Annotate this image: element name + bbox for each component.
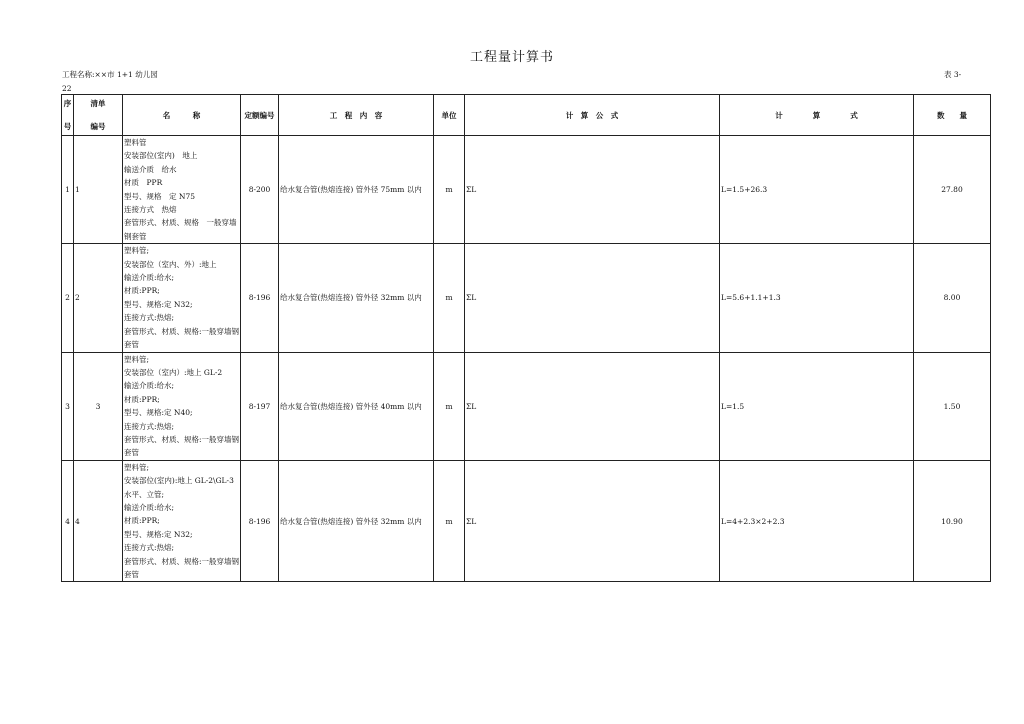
name-line: 连接方式:热熔; (124, 543, 175, 553)
cell-name (123, 244, 241, 352)
header-content: 工 程 内 容 (279, 95, 434, 136)
name-line: 材质:PPR; (124, 394, 160, 404)
cell-formula: ΣL (465, 460, 720, 582)
name-line: 输送介质 给水 (124, 164, 177, 174)
cell-quota: 8-196 (241, 460, 279, 582)
project-name: 工程名称:××市 1+1 幼儿园 (62, 70, 158, 79)
cell-unit: m (434, 136, 465, 244)
name-line: 塑料管 (124, 138, 147, 147)
cell-formula: ΣL (465, 136, 720, 244)
cell-seq: 2 (62, 244, 74, 352)
cell-list-no: 1 (74, 136, 123, 244)
cell-content: 给水复合管(热熔连接) 管外径 32mm 以内 (279, 460, 434, 582)
cell-list-no: 4 (74, 460, 123, 582)
cell-formula: ΣL (465, 352, 720, 460)
header-seq-top: 序 (63, 99, 72, 108)
cell-seq: 4 (62, 460, 74, 582)
cell-name (123, 136, 241, 244)
name-line: 套管 (124, 448, 139, 458)
document-title: 工程量计算书 (469, 50, 554, 65)
name-line: 套管形式、材质、规格:一般穿墙钢 (124, 556, 240, 566)
name-line: 套管形式、材质、规格 一般穿墙 (124, 218, 237, 228)
name-line: 套管形式、材质、规格:一般穿墙钢 (124, 434, 240, 444)
name-line: 连接方式:热熔; (124, 313, 175, 323)
name-line: 塑料管; (124, 462, 150, 472)
header-qty: 数 量 (914, 95, 991, 136)
name-line: 材质:PPR; (124, 286, 160, 296)
name-line: 型号、规格 定 N75 (124, 191, 195, 201)
header-list-top: 清单 (90, 99, 106, 108)
header-list-bottom: 编号 (90, 122, 106, 131)
name-line: 连接方式 热熔 (124, 205, 177, 215)
cell-unit: m (434, 460, 465, 582)
cell-quota: 8-196 (241, 244, 279, 352)
table-row (62, 352, 991, 460)
cell-list-no: 3 (74, 352, 123, 460)
name-line: 塑料管; (124, 354, 150, 364)
header-seq-bottom: 号 (63, 122, 72, 131)
cell-qty: 1.50 (914, 352, 991, 460)
table-header-row (62, 95, 991, 136)
cell-quota: 8-200 (241, 136, 279, 244)
cell-seq: 1 (62, 136, 74, 244)
name-line: 材质:PPR; (124, 516, 160, 526)
name-line: 输送介质:给水; (124, 381, 175, 391)
name-line: 输送介质:给水; (124, 502, 175, 512)
table-row (62, 136, 991, 244)
name-line: 套管 (124, 340, 139, 350)
table-number-suffix: 22 (62, 84, 72, 93)
cell-calc: L=1.5 (720, 352, 914, 460)
name-line: 钢套管 (124, 231, 147, 241)
name-line: 型号、规格:定 N40; (124, 408, 193, 418)
table-number: 表 3- (944, 70, 962, 79)
header-unit: 单位 (434, 95, 465, 136)
header-formula: 计 算 公 式 (465, 95, 720, 136)
cell-seq: 3 (62, 352, 74, 460)
cell-calc: L=1.5+26.3 (720, 136, 914, 244)
cell-qty: 8.00 (914, 244, 991, 352)
cell-unit: m (434, 244, 465, 352)
cell-calc: L=4+2.3×2+2.3 (720, 460, 914, 582)
header-seq (62, 95, 74, 136)
table-row (62, 244, 991, 352)
cell-name (123, 352, 241, 460)
name-line: 安装部位(室内):地上 GL-2\GL-3 (124, 476, 234, 486)
name-line: 套管形式、材质、规格:一般穿墙钢 (124, 326, 240, 336)
name-line: 水平、立管; (124, 489, 165, 499)
cell-content: 给水复合管(热熔连接) 管外径 75mm 以内 (279, 136, 434, 244)
quantity-table (61, 94, 991, 582)
cell-content: 给水复合管(热熔连接) 管外径 32mm 以内 (279, 244, 434, 352)
table-row (62, 460, 991, 582)
cell-unit: m (434, 352, 465, 460)
cell-content: 给水复合管(热熔连接) 管外径 40mm 以内 (279, 352, 434, 460)
name-line: 安装部位（室内）:地上 GL-2 (124, 367, 223, 377)
name-line: 安装部位（室内、外）:地上 (124, 259, 217, 269)
cell-list-no: 2 (74, 244, 123, 352)
name-line: 塑料管; (124, 246, 150, 256)
header-calc: 计 算 式 (720, 95, 914, 136)
name-line: 连接方式:热熔; (124, 421, 175, 431)
cell-qty: 10.90 (914, 460, 991, 582)
name-line: 安装部位(室内) 地上 (124, 151, 198, 161)
cell-name (123, 460, 241, 582)
cell-quota: 8-197 (241, 352, 279, 460)
header-list-no (74, 95, 123, 136)
name-line: 套管 (124, 570, 139, 579)
name-line: 型号、规格:定 N32; (124, 299, 193, 309)
cell-qty: 27.80 (914, 136, 991, 244)
name-line: 材质 PPR (124, 178, 163, 188)
header-quota: 定额编号 (241, 95, 279, 136)
name-line: 输送介质:给水; (124, 273, 175, 283)
cell-formula: ΣL (465, 244, 720, 352)
name-line: 型号、规格:定 N32; (124, 529, 193, 539)
header-name: 名 称 (123, 95, 241, 136)
cell-calc: L=5.6+1.1+1.3 (720, 244, 914, 352)
